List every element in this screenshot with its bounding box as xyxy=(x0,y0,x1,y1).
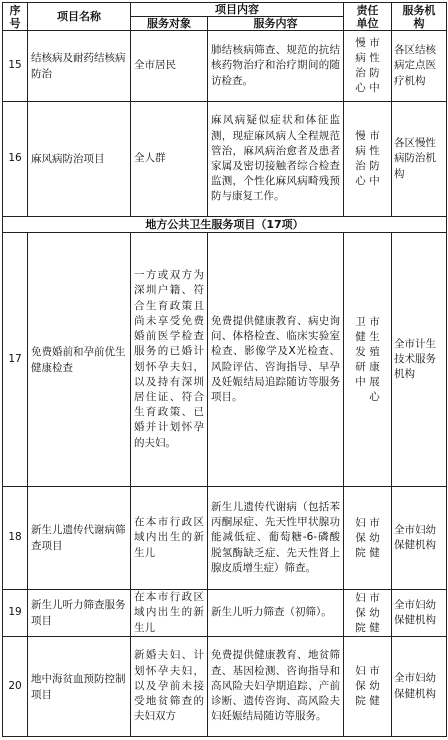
service-target: 全人群 xyxy=(131,102,208,217)
row-number: 17 xyxy=(3,233,28,487)
service-target: 一方或双方为深圳户籍、符合生育政策且尚未享受免费婚前医学检查服务的已婚计划怀孕夫妇，以及持有深圳居住证、符合生育政策、已婚并计划怀孕的夫妇。 xyxy=(131,233,208,487)
project-name: 麻风病防治项目 xyxy=(28,102,131,217)
project-name: 新生儿遗传代谢病筛查项目 xyxy=(28,487,131,590)
service-institution: 全市妇幼保健机构 xyxy=(392,590,447,637)
row-number: 15 xyxy=(3,31,28,102)
responsible-unit-line: 妇保院 xyxy=(355,591,366,634)
project-name: 地中海贫血预防控制项目 xyxy=(28,637,131,737)
responsible-unit xyxy=(344,31,392,102)
row-number: 19 xyxy=(3,590,28,637)
row-number: 16 xyxy=(3,102,28,217)
project-name: 新生儿听力筛查服务项目 xyxy=(28,590,131,637)
service-content: 肺结核病筛查、规范的抗结核药物治疗和治疗期间的随访检查。 xyxy=(208,31,344,102)
responsible-unit xyxy=(344,590,392,637)
header-service-content: 服务内容 xyxy=(208,17,344,31)
table-row xyxy=(3,487,447,590)
responsible-unit-line: 慢病治心 xyxy=(355,130,366,187)
service-target: 新婚夫妇、计划怀孕夫妇，以及孕前未接受地贫筛查的夫妇双方 xyxy=(131,637,208,737)
responsible-unit-line: 妇保院 xyxy=(355,516,366,559)
service-content: 免费提供健康教育、地贫筛查、基因检测、咨询指导和高风险夫妇孕期追踪、产前诊断、遗传咨询、高风险夫妇妊娠结局随访等服务。 xyxy=(208,637,344,737)
row-number: 20 xyxy=(3,637,28,737)
public-health-projects-table xyxy=(2,2,447,737)
responsible-unit-line: 市幼健 xyxy=(369,665,380,707)
header-responsible-unit: 责任单位 xyxy=(344,3,392,31)
table-row xyxy=(3,31,447,102)
service-target: 在本市行政区域内出生的新生儿 xyxy=(131,590,208,637)
service-content: 麻风病疑似症状和体征监测，现症麻风病人全程规范管治，麻风病治愈者及患者家属及密切接触者综合检查监测，个性化麻风病畸残预防与康复工作。 xyxy=(208,102,344,217)
project-name: 免费婚前和孕前优生健康检查 xyxy=(28,233,131,487)
service-institution: 全市妇幼保健机构 xyxy=(392,487,447,590)
responsible-unit xyxy=(344,487,392,590)
responsible-unit-line: 市幼健 xyxy=(369,591,380,634)
service-institution: 全市计生技术服务机构 xyxy=(392,233,447,487)
responsible-unit-line: 市幼健 xyxy=(369,516,380,559)
table-row xyxy=(3,233,447,487)
table-row xyxy=(3,590,447,637)
service-institution: 各区结核病定点医疗机构 xyxy=(392,31,447,102)
responsible-unit-line: 卫健发研中 xyxy=(355,315,366,388)
service-content: 免费提供健康教育、病史询问、体格检查、临床实验室检查、影像学及X光检查、风险评估、咨询指导、早孕及妊娠结局追踪随访等服务项目。 xyxy=(208,233,344,487)
responsible-unit xyxy=(344,637,392,737)
table-row xyxy=(3,637,447,737)
header-content-group: 项目内容 xyxy=(131,3,344,17)
header-row-1 xyxy=(3,3,447,17)
section-title: 地方公共卫生服务项目（17项） xyxy=(3,217,447,233)
row-number: 18 xyxy=(3,487,28,590)
header-service-institution: 服务机构 xyxy=(392,3,447,31)
service-institution: 各区慢性病防治机构 xyxy=(392,102,447,217)
project-name: 结核病及耐药结核病防治 xyxy=(28,31,131,102)
service-institution: 全市妇幼保健机构 xyxy=(392,637,447,737)
responsible-unit-line: 市性防中 xyxy=(369,130,380,187)
header-no: 序号 xyxy=(3,3,28,31)
table-row xyxy=(3,102,447,217)
responsible-unit xyxy=(344,233,392,487)
service-target: 全市居民 xyxy=(131,31,208,102)
responsible-unit-line: 市性防中 xyxy=(369,37,380,94)
service-content: 新生儿听力筛查（初筛）。 xyxy=(208,590,344,637)
responsible-unit-line: 市生殖康展心 xyxy=(369,315,380,403)
responsible-unit xyxy=(344,102,392,217)
responsible-unit-line: 妇保院 xyxy=(355,665,366,707)
service-content: 新生儿遗传代谢病（包括苯丙酮尿症、先天性甲状腺功能减低症、葡萄糖-6-磷酸脱氢酶缺乏症、先天性肾上腺皮质增生症）筛查。 xyxy=(208,487,344,590)
header-service-target: 服务对象 xyxy=(131,17,208,31)
responsible-unit-line: 慢病治心 xyxy=(355,37,366,94)
section-header-row xyxy=(3,217,447,233)
header-project-name: 项目名称 xyxy=(28,3,131,31)
service-target: 在本市行政区域内出生的新生儿 xyxy=(131,487,208,590)
